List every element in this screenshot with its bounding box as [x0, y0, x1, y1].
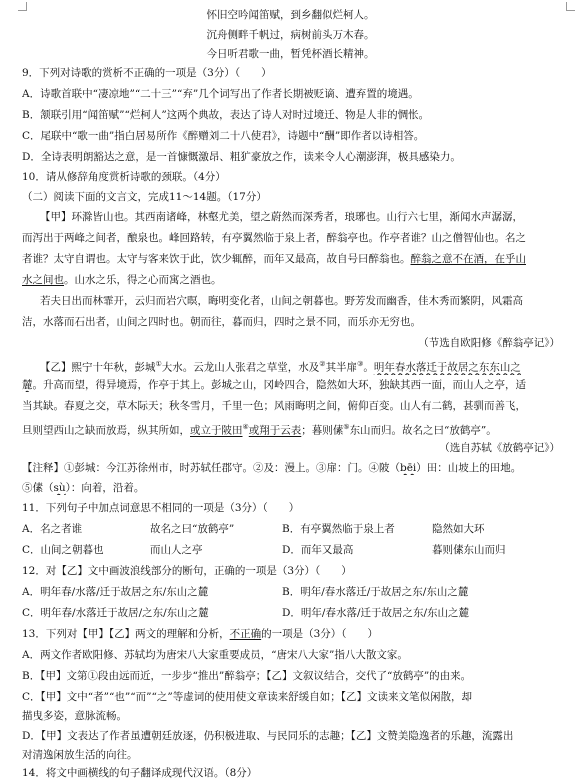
question-9-option-a: A．诗歌首联中“凄凉地”“二十三”“弃”几个词写出了作者长期被贬谪、遭弃置的境遇。: [22, 88, 419, 100]
question-9-option-b: B．颔联引用“闻笛赋”“烂柯人”这两个典故，表达了诗人对时过境迁、物是人非的惆怅。: [22, 109, 430, 121]
wavy-underlined-sentence: 明年春水落迁于故居之东东山之: [373, 361, 521, 374]
question-9-stem: 9．下列对诗歌的赏析不正确的一项是（3分）（ ）: [22, 67, 272, 79]
question-11-option-b-1: B．有亭翼然临于泉上者: [282, 523, 395, 535]
question-10: 10．请从修辞角度赏析诗歌的颈联。（4分）: [22, 171, 226, 183]
jia-text-line: 【甲】环滁皆山也。其西南诸峰，林壑尤美，望之蔚然而深秀者，琅琊也。山行六七里，渐闻水声潺潺，: [40, 211, 523, 223]
question-11-option-b-2: 隐然如大环: [432, 523, 485, 535]
jia-source: （节选自欧阳修《醉翁亭记》）: [418, 337, 560, 349]
poem-line: 怀旧空吟闻笛赋，到乡翻似烂柯人。: [206, 9, 375, 21]
question-11-option-a-2: 故名之曰“放鹤亭”: [150, 523, 235, 535]
question-11-option-a-1: A．名之者谁: [22, 523, 83, 535]
question-12-option-d: D．明年/春水落/迁于故居之东/东山之麓: [282, 607, 470, 619]
yi-text-line: 旦则望西山之缺而放焉，纵其所如，或立于陂田④或翔于云表；暮则傃⑤东山而归。故名之曰“放鹤亭”。: [22, 423, 497, 437]
yi-text-line: 麓。升高而望，得异境焉，作亭于其上。彭城之山，冈岭四合，隐然如大环，独缺其西一面，而山人之亭，适: [22, 379, 526, 391]
jia-text-line: 者谁？太守自谓也。太守与客来饮于此，饮少辄醉，而年又最高，故自号曰醉翁也。醉翁之意不在酒，在乎山: [22, 253, 526, 265]
question-9-option-c: C．尾联中“歌一曲”指白居易所作《醉赠刘二十八使君》，诗题中“酬”即作者以诗相答。: [22, 130, 425, 142]
question-13-option-d-cont: 对清逸闲放生活的向往。: [22, 749, 138, 761]
annotation-line: ⑤傃（sù）：向着，沿着。: [22, 482, 145, 494]
question-9-option-d: D．全诗表明朗豁达之意，是一首慷慨激昂、粗犷豪放之作，读来令人心潮澎湃，极具感染力。: [22, 151, 461, 163]
question-13-stem: 13．下列对【甲】【乙】两文的理解和分析，不正确的一项是（3分）（ ）: [22, 628, 379, 640]
poem-line: 今日听君歌一曲，暂凭杯酒长精神。: [206, 48, 375, 60]
question-12-stem: 12．对【乙】文中画波浪线部分的断句，正确的一项是（3分）（ ）: [22, 565, 352, 577]
jia-text-line: 若夫日出而林霏开，云归而岩穴暝，晦明变化者，山间之朝暮也。野芳发而幽香，佳木秀而繁阴，风霜高: [40, 295, 523, 307]
yi-source: （选自苏轼《放鹤亭记》）: [439, 442, 560, 454]
question-11-option-c-1: C．山间之朝暮也: [22, 544, 104, 556]
jia-text-line: 而泻出于两峰之间者，酿泉也。峰回路转，有亭翼然临于泉上者，醉翁亭也。作亭者谁？山之僧智仙也。名之: [22, 232, 526, 244]
question-13-option-a: A．两文作者欧阳修、苏轼均为唐宋八大家重要成员，“唐宋八大家”指八大散文家。: [22, 649, 408, 661]
underlined-sentence: 醉翁之意不在酒，在乎山: [410, 253, 526, 265]
question-13-option-b: B．【甲】文第①段由远而近，一步步“推出”醉翁亭；【乙】文叙议结合，交代了“放鹤亭”的由来。: [22, 670, 472, 682]
section-2-heading: （二）阅读下面的文言文，完成11～14题。（17分）: [22, 191, 267, 203]
annotation-line: 【注释】①彭城：今江苏徐州市，时苏轼任郡守。②及：漫上。③扉：门。④陂（bēi）田：山坡上的田地。: [22, 462, 522, 474]
yi-text-line: 【乙】熙宁十年秋，彭城①大水。云龙山人张君之草堂，水及②其半扉③。明年春水落迁于故居之东东山之: [40, 360, 521, 374]
jia-text-line: 洁，水落而石出者，山间之四时也。朝而往，暮而归，四时之景不同，而乐亦无穷也。: [22, 316, 421, 328]
question-11-option-d-2: 暮则傃东山而归: [432, 544, 506, 556]
question-11-stem: 11．下列句子中加点词意思不相同的一项是（3分）（ ）: [22, 502, 300, 514]
question-13-option-c-cont: 描曳多姿，意脉流畅。: [22, 710, 127, 722]
underlined-sentence-cont: 水之间也: [22, 274, 64, 286]
yi-text-line: 当其缺。春夏之交，草木际天；秋冬雪月，千里一色；风雨晦明之间，俯仰百变。山人有二鹤，甚驯而善飞，: [22, 400, 526, 412]
question-11-option-d-1: D．而年又最高: [282, 544, 354, 556]
question-12-option-c: C．明年春/水落迁于故居/之东/东山之麓: [22, 607, 209, 619]
question-14: 14．将文中画横线的句子翻译成现代汉语。（8分）: [22, 767, 258, 779]
question-13-option-d: D．【甲】文表达了作者虽遭朝廷放逐，仍积极进取、与民同乐的志趣；【乙】文赞美隐逸者的乐趣，流露出: [22, 730, 514, 742]
question-12-option-b: B．明年/春水落迁/于故居之东/东山之麓: [282, 586, 469, 598]
question-13-option-c: C．【甲】文中“者”“也”“而”“之”等虚词的使用使文章读来舒缓自如；【乙】文读来文笔似闲散，却: [22, 691, 472, 703]
jia-text-line: 水之间也。山水之乐，得之心而寓之酒也。: [22, 274, 222, 286]
poem-line: 沉舟侧畔千帆过，病树前头万木春。: [206, 29, 375, 41]
question-11-option-c-2: 而山人之亭: [150, 544, 203, 556]
question-12-option-a: A．明年春/水落/迁于故居之东/东山之麓: [22, 586, 209, 598]
